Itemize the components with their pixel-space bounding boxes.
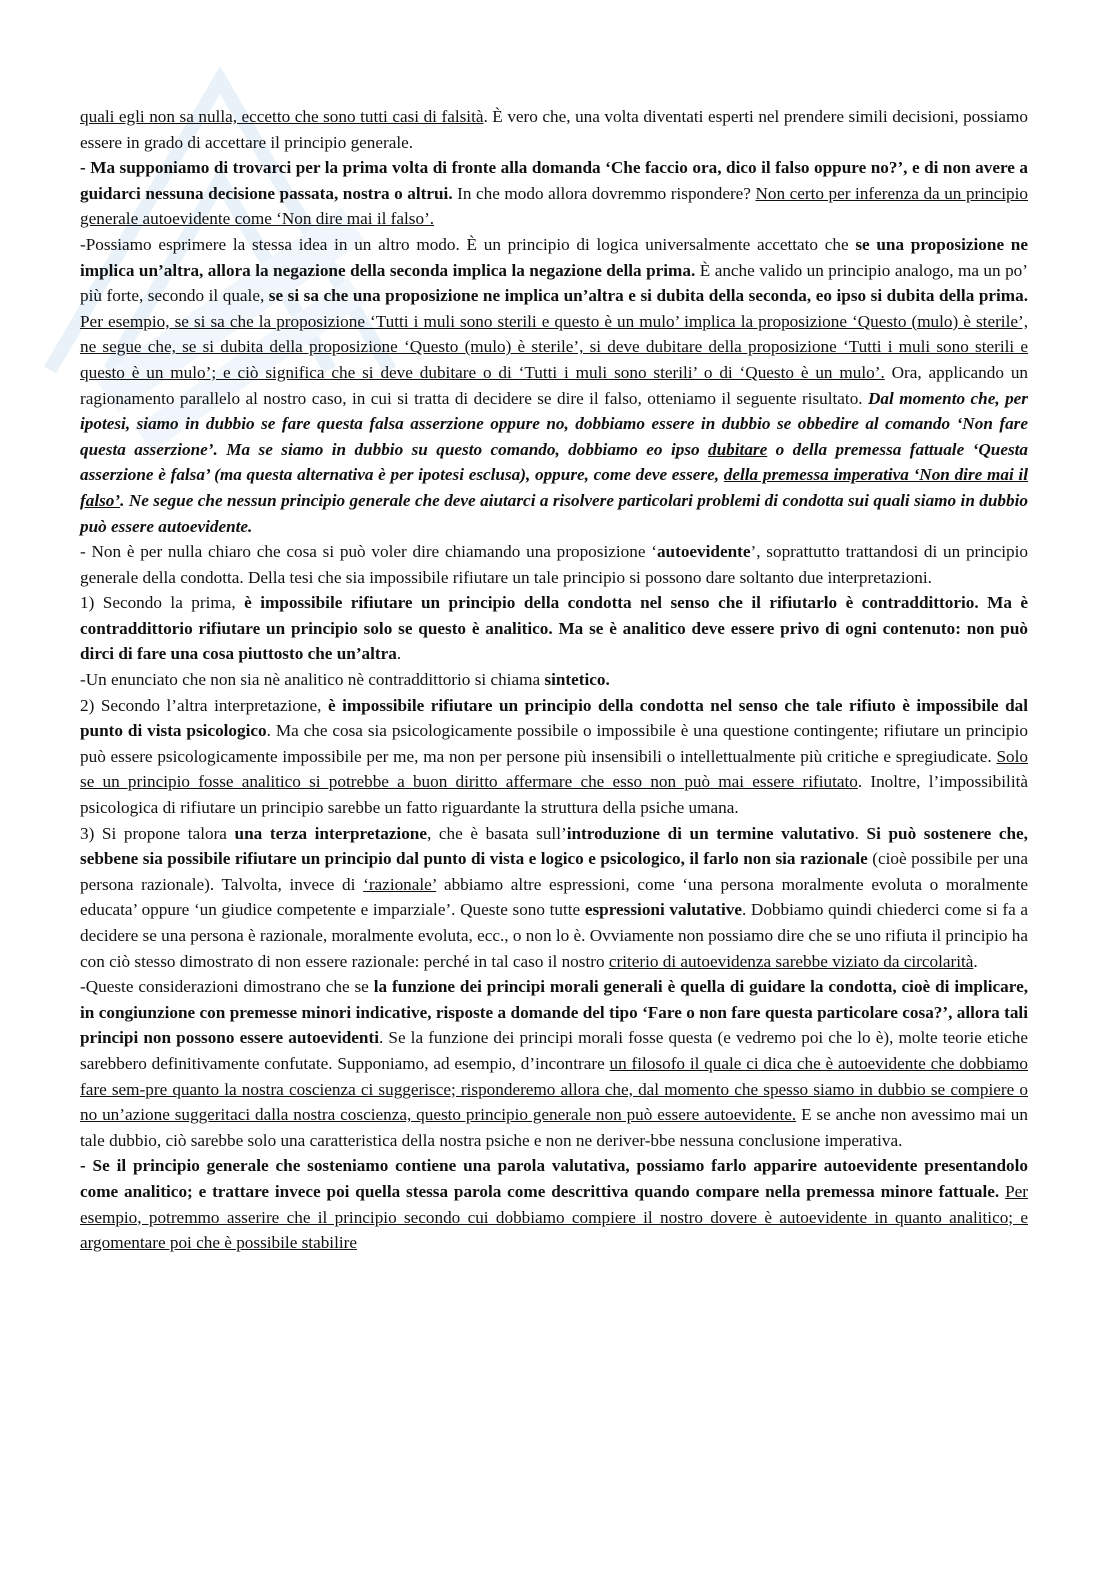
- paragraph: [80, 104, 1028, 155]
- text-segment: espressioni valutative: [584, 900, 742, 920]
- text-segment: È anche valido un principio analogo, ma un po’ più forte, secondo il quale,: [80, 260, 1028, 306]
- text-segment: ’, soprattutto trattandosi di un principio generale della condotta. Della tesi che sia impossibile rifiutare un tale principio si possono dare soltanto due interpretazioni.: [80, 542, 1029, 587]
- text-segment: .: [396, 644, 402, 664]
- paragraph: [80, 155, 1028, 232]
- text-segment: -Possiamo esprimere la stessa idea in un altro modo. È un principio di logica universalmente accettato che: [80, 234, 856, 254]
- text-segment: Ora, applicando un ragionamento parallelo al nostro caso, in cui si tratta di decidere se dire il falso, otteniamo il seguente risultato.: [80, 362, 1029, 408]
- text-segment: Si può sostenere che, sebbene sia possibile rifiutare un principio dal punto di vista e logico e psicologico, il farlo non sia razionale: [80, 823, 1028, 869]
- text-segment: - Ma supponiamo di trovarci per la prima volta di fronte alla domanda ‘Che faccio ora, dico il falso oppure no?’, e di non avere a guidarci nessuna decisione passata, nostra o altrui.: [80, 158, 1028, 203]
- text-segment: criterio di autoevidenza sarebbe viziato da circolarità: [608, 951, 974, 971]
- text-segment: Dal momento che, per ipotesi, siamo in dubbio se fare questa falsa asserzione oppure no, dobbiamo essere in dubbio se obbedire al comando ‘Non fare questa asserzione’. Ma se siamo in dubbio su questo comando, dobbiamo eo ipso: [80, 388, 1028, 459]
- paragraph: [80, 1153, 1028, 1255]
- text-segment: , che è basata sull’: [426, 823, 567, 843]
- text-segment: - Se il principio generale che sosteniamo contiene una parola valutativa, possiamo farlo apparire autoevidente presentandolo come analitico; e trattare invece poi quella stessa parola come descrittiva quando compare nella premessa minore fattuale.: [80, 1156, 1028, 1201]
- text-segment: la funzione dei principi morali generali è quella di guidare la condotta, cioè di implicare, in congiunzione con premesse minori indicative, risposte a domande del tipo ‘Fare o non fare questa particolare cosa?’, allora tali principi non possono essere autoevidenti: [80, 977, 1028, 1048]
- text-segment: . Ma che cosa sia psicologicamente possibile o impossibile è una questione contingente; rifiutare un principio può essere psicologicamente impossibile per me, ma non per persone più insensibili o intellettualmente più critiche e spregiudicate.: [80, 721, 1028, 766]
- text-segment: dubitare: [708, 439, 768, 459]
- text-segment: . Dobbiamo quindi chiederci come si fa a decidere se una persona è razionale, moralmente evoluta, ecc., o non lo è. Ovviamente non possiamo dire che se uno rifiuta il principio ha con ciò stesso dimostrato di non essere razionale: perché in tal caso il nostro: [80, 900, 1028, 971]
- text-segment: . È vero che, una volta diventati esperti nel prendere simili decisioni, possiamo essere in grado di accettare il principio generale.: [80, 107, 1028, 152]
- text-segment: -Un enunciato che non sia nè analitico nè contraddittorio si chiama: [80, 670, 545, 690]
- text-segment: - Non è per nulla chiaro che cosa si può voler dire chiamando una proposizione ‘: [80, 542, 657, 562]
- text-segment: 3) Si propone talora: [80, 823, 235, 843]
- text-segment: 2) Secondo l’altra interpretazione,: [80, 695, 328, 715]
- paragraph: [80, 232, 1028, 539]
- text-segment: . Inoltre, l’impossibilità psicologica di rifiutare un principio sarebbe un fatto riguardante la struttura della psiche umana.: [80, 772, 1028, 818]
- text-segment: -Queste considerazioni dimostrano che se: [80, 977, 374, 997]
- text-segment: è impossibile rifiutare un principio della condotta nel senso che tale rifiuto è impossibile dal punto di vista psicologico: [80, 695, 1028, 741]
- text-segment: se si sa che una proposizione ne implica un’altra e si dubita della seconda, eo ipso si dubita della prima.: [268, 286, 1028, 306]
- text-segment: . Se la funzione dei principi morali fosse questa (e vedremo poi che lo è), molte teorie etiche sarebbero definitivamente confutate. Supponiamo, ad esempio, d’incontrare: [80, 1028, 1029, 1073]
- text-segment: una terza interpretazione: [234, 823, 427, 843]
- text-segment: o della premessa fattuale ‘Questa asserzione è falsa’ (ma questa alternativa è per ipotesi esclusa), oppure, come deve essere,: [80, 439, 1029, 485]
- text-segment: (cioè possibile per una persona razionale). Talvolta, invece di: [80, 849, 1028, 894]
- text-segment: Solo se un principio fosse analitico si potrebbe a buon diritto affermare che esso non può mai essere rifiutato: [80, 746, 1028, 792]
- paragraph: [80, 590, 1028, 667]
- text-segment: sintetico.: [544, 670, 610, 690]
- paragraph: [80, 667, 1028, 693]
- text-segment: ‘razionale’: [363, 874, 437, 894]
- text-segment: abbiamo altre espressioni, come ‘una persona moralmente evoluta o moralmente educata’ oppure ‘un giudice competente e imparziale’. Queste sono tutte: [80, 874, 1028, 920]
- paragraph: [80, 974, 1028, 1153]
- text-segment: .: [973, 951, 978, 971]
- paragraph: [80, 821, 1028, 975]
- paragraph: [80, 539, 1028, 590]
- text-segment: In che modo allora dovremmo rispondere?: [452, 183, 756, 203]
- document-body: [80, 104, 1028, 1256]
- text-segment: della premessa imperativa ‘Non dire mai il falso’: [80, 465, 1028, 510]
- text-segment: se una proposizione ne implica un’altra, allora la negazione della seconda implica la negazione della prima.: [80, 234, 1028, 280]
- text-segment: .: [854, 823, 867, 843]
- text-segment: Per esempio, se si sa che la proposizione ‘Tutti i muli sono sterili e questo è un mulo’ implica la proposizione ‘Questo (mulo) è sterile’, ne segue che, se si dubita della proposizione ‘Questo (mulo) è sterile’, si deve dubitare della proposizione ‘Tutti i muli sono sterili e questo è un mulo’; e ciò significa che si deve dubitare o di ‘Tutti i muli sono sterili’ o di ‘Questo è un mulo’.: [80, 311, 1028, 382]
- text-segment: 1) Secondo la prima,: [80, 593, 245, 613]
- text-segment: . Ne segue che nessun principio generale che deve aiutarci a risolvere particolari problemi di condotta sui quali siamo in dubbio può essere autoevidente.: [80, 490, 1028, 536]
- text-segment: autoevidente: [656, 542, 751, 562]
- text-segment: un filosofo il quale ci dica che è autoevidente che dobbiamo fare sem-pre quanto la nostra coscienza ci suggerisce; risponderemo allora che, dal momento che spesso siamo in dubbio se compiere o no un’azione suggeritaci dalla nostra coscienza, questo principio generale non può essere autoevidente.: [80, 1053, 1028, 1125]
- text-segment: Per esempio, potremmo asserire che il principio secondo cui dobbiamo compiere il nostro dovere è autoevidente in quanto analitico; e argomentare poi che è possibile stabilire: [80, 1181, 1029, 1253]
- text-segment: E se anche non avessimo mai un tale dubbio, ciò sarebbe solo una caratteristica della nostra psiche e non ne deriver-bbe nessuna conclusione imperativa.: [80, 1105, 1028, 1150]
- text-segment: quali egli non sa nulla, eccetto che sono tutti casi di falsità: [80, 107, 484, 126]
- paragraph: [80, 693, 1028, 821]
- text-segment: Non certo per inferenza da un principio generale autoevidente come ‘Non dire mai il falso’.: [80, 183, 1028, 229]
- text-segment: introduzione di un termine valutativo: [566, 823, 855, 843]
- text-segment: è impossibile rifiutare un principio della condotta nel senso che il rifiutarlo è contraddittorio. Ma è contraddittorio rifiutare un principio solo se questo è analitico. Ma se è analitico deve essere privo di ogni contenuto: non può dirci di fare una cosa piuttosto che un’altra: [80, 593, 1028, 664]
